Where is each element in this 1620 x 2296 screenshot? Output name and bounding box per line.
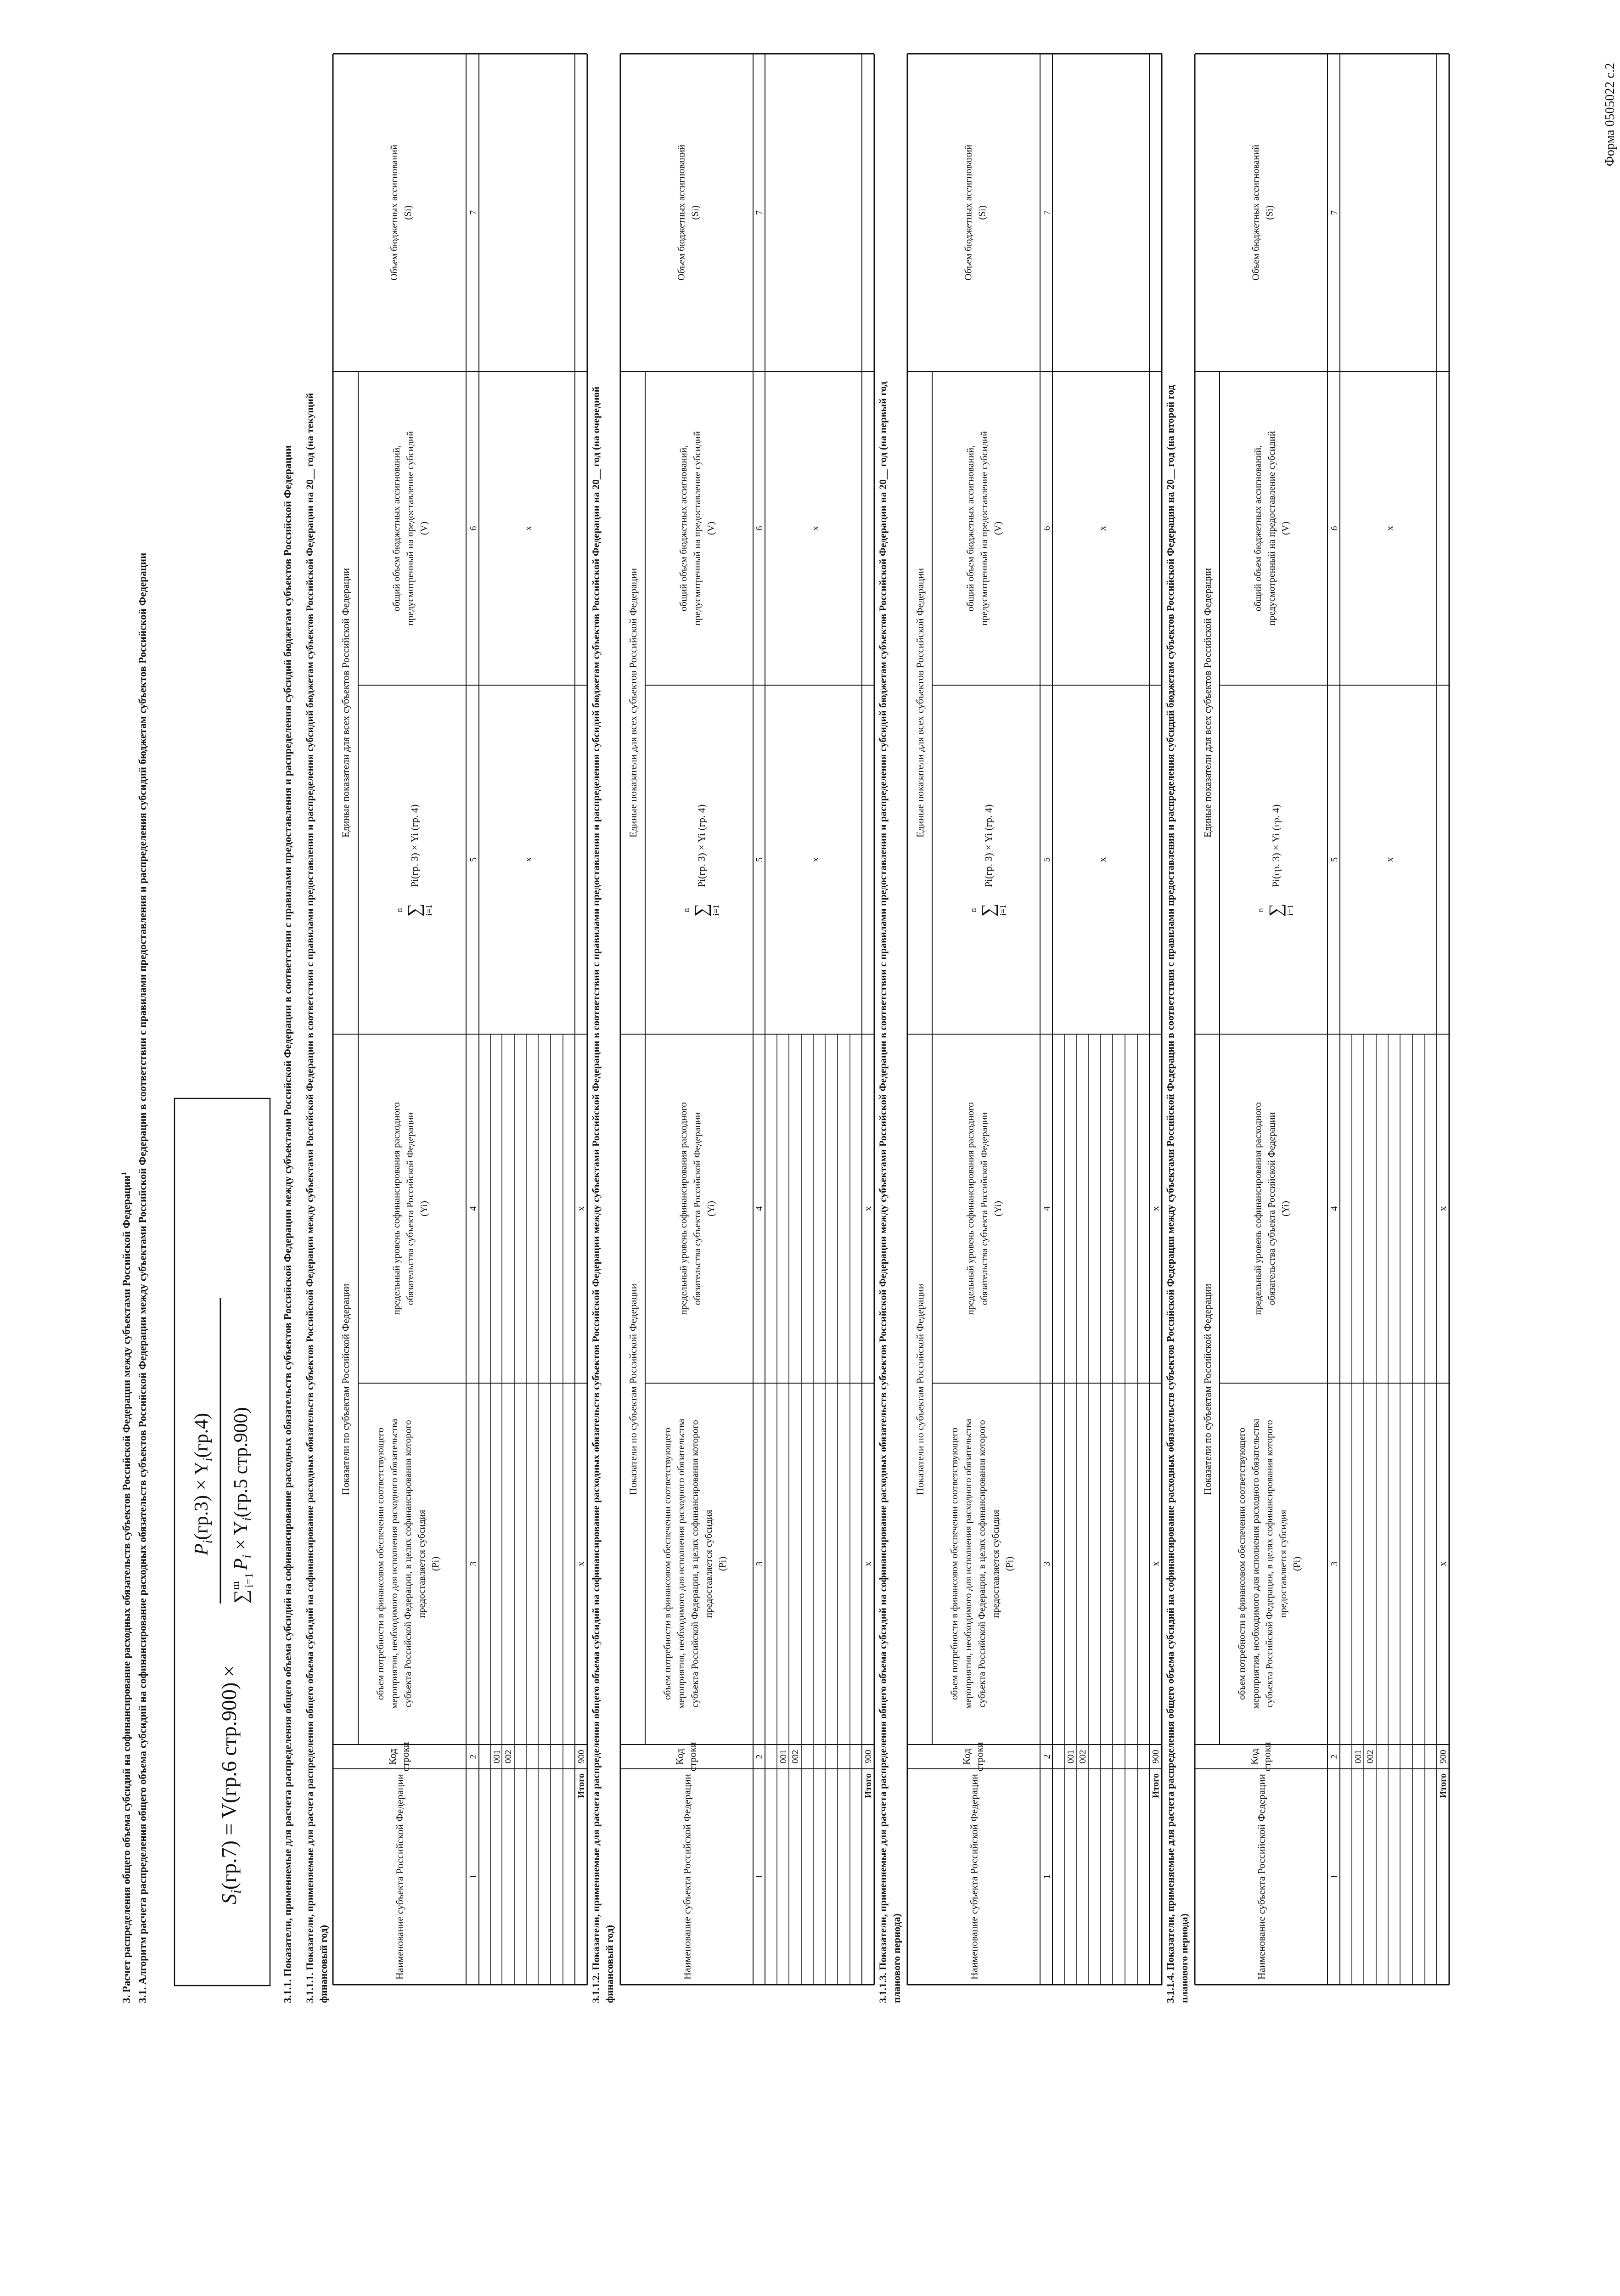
col-budget-volume-header: (Si)	[976, 205, 988, 220]
col-sum-symbol: ∑	[978, 903, 998, 917]
indicator-table-next-year	[590, 54, 874, 2003]
col-number: 7	[754, 210, 765, 215]
table-caption: 3.1.1.1. Показатели, применяемые для расчета распределения общего объема субсидий на софинансирование расходных обязательств субъектов Российской Федерации между субъектами Российской Федерации в соответствии с правилами предоставления и распределения субсидий бюджетам субъектов Российской Федерации на 20__ год (на текущий	[304, 393, 315, 2003]
col-code-header-2: строки	[973, 1742, 985, 1772]
total-x-mark: x	[862, 1561, 873, 1566]
col-budget-volume-header: Объем бюджетных ассигнований	[388, 144, 399, 281]
total-x-mark: x	[862, 1206, 873, 1211]
indicator-table-plan-year-2	[1164, 54, 1449, 2003]
col-sum-symbol: ∑	[1265, 903, 1286, 917]
col-need-header: мероприятия, необходимого для исполнения расходного обязательства	[675, 1418, 686, 1709]
svg-text:Pi(гр.3) × Yi(гр.4): $P_i(гр.3) \times Y_i(гр.4)$	[191, 1412, 215, 1555]
col-number: 3	[1329, 1561, 1339, 1566]
col-total-volume-header: общий объем бюджетных ассигнований,	[1252, 445, 1263, 612]
col-number: 2	[1042, 1754, 1052, 1759]
col-need-header: (Pi)	[1004, 1556, 1015, 1571]
row-code-001: 001	[1066, 1750, 1076, 1764]
table-caption-cont: финансовый год)	[604, 1925, 615, 2003]
group-header-common: Единые показатели для всех субъектов Российской Федерации	[340, 568, 351, 838]
row-code-001: 001	[1353, 1750, 1363, 1764]
col-sum-upper: n	[394, 908, 404, 912]
col-total-volume-header: (V)	[705, 521, 716, 535]
group-header-subjects: Показатели по субъектам Российской Федерации	[627, 1283, 639, 1495]
col-subject-name-header: Наименование субъекта Российской Федерации	[394, 1774, 405, 1980]
row-code-001: 001	[778, 1750, 788, 1764]
col-subject-name-header: Наименование субъекта Российской Федерации	[968, 1774, 980, 1980]
col-total-volume-header: предусмотренный на предоставление субсидий	[405, 431, 416, 626]
total-row-label: Итого	[576, 1773, 586, 1798]
form-number-label: Форма 0505022 с.2	[1603, 63, 1617, 167]
col-cofin-level-header: предельный уровень софинансирования расходного	[391, 1102, 402, 1315]
col-number: 5	[1042, 857, 1052, 862]
col-code-header-2: строки	[1261, 1742, 1273, 1772]
group-header-common: Единые показатели для всех субъектов Российской Федерации	[1202, 568, 1213, 838]
section-3-heading: 3. Расчет распределения общего объема субсидий на софинансирование расходных обязательств субъектов Российской Федерации между субъектами Российской Федерации$^1$	[120, 1172, 132, 2003]
common-x-mark: x	[1096, 526, 1108, 531]
total-row-code: 900	[863, 1750, 873, 1764]
col-budget-volume-header: (Si)	[402, 205, 413, 220]
total-x-mark: x	[1149, 1561, 1161, 1566]
common-x-mark: x	[522, 857, 534, 862]
col-cofin-level-header: предельный уровень софинансирования расходного	[1252, 1102, 1263, 1315]
col-cofin-level-header: обязательства субъекта Российской Федерации	[979, 1112, 990, 1306]
col-need-header: субъекта Российской Федерации, в целях софинансирования которого	[689, 1420, 700, 1708]
group-header-common: Единые показатели для всех субъектов Российской Федерации	[627, 568, 639, 838]
total-x-mark: x	[575, 1206, 586, 1211]
group-header-subjects: Показатели по субъектам Российской Федерации	[1202, 1283, 1213, 1495]
col-number: 3	[754, 1561, 765, 1566]
col-number: 6	[468, 526, 478, 531]
col-need-header: предоставляется субсидия	[703, 1509, 714, 1618]
col-subject-name-header: Наименование субъекта Российской Федерации	[681, 1774, 693, 1980]
col-total-volume-header: общий объем бюджетных ассигнований,	[391, 445, 402, 612]
col-number: 7	[1329, 210, 1339, 215]
col-number: 7	[468, 210, 478, 215]
col-sum-symbol: ∑	[691, 903, 711, 917]
col-need-header: предоставляется субсидия	[990, 1509, 1001, 1618]
col-need-header: объем потребности в финансовом обеспечении соответствующего	[662, 1428, 673, 1700]
col-sum-upper: n	[681, 908, 691, 912]
col-number: 3	[1042, 1561, 1052, 1566]
col-cofin-level-header: предельный уровень софинансирования расходного	[678, 1102, 689, 1315]
col-budget-volume-header: (Si)	[689, 205, 701, 220]
col-need-header: (Pi)	[1291, 1556, 1302, 1571]
col-cofin-level-header: обязательства субъекта Российской Федерации	[1266, 1112, 1277, 1306]
col-cofin-level-header: (Yi)	[1280, 1201, 1291, 1216]
col-total-volume-header: (V)	[1280, 521, 1291, 535]
col-total-volume-header: предусмотренный на предоставление субсидий	[979, 431, 990, 626]
total-row-label: Итого	[1151, 1773, 1161, 1798]
group-header-common: Единые показатели для всех субъектов Российской Федерации	[914, 568, 926, 838]
col-need-header: объем потребности в финансовом обеспечении соответствующего	[949, 1428, 960, 1700]
section-3-1-1-heading: 3.1.1. Показатели, применяемые для расчета распределения общего объема субсидий на софинансирование расходных обязательств субъектов Российской Федерации между субъектами Российской Федерации в соответствии с правилами предоставления и распределения субсидий бюджетам субъектов Российской Федерации	[282, 445, 293, 2003]
col-budget-volume-header: Объем бюджетных ассигнований	[1250, 144, 1261, 281]
row-code-002: 002	[790, 1750, 800, 1764]
col-cofin-level-header: (Yi)	[418, 1201, 429, 1216]
indicator-table-plan-year-1	[877, 54, 1162, 2003]
col-need-header: мероприятия, необходимого для исполнения расходного обязательства	[388, 1418, 399, 1709]
total-x-mark: x	[1437, 1206, 1448, 1211]
col-code-header: Код	[961, 1748, 973, 1765]
col-sum-header: Pi(гр. 3) × Yi (гр. 4)	[983, 804, 994, 888]
total-x-mark: x	[1437, 1561, 1448, 1566]
col-sum-header: Pi(гр. 3) × Yi (гр. 4)	[409, 804, 420, 888]
group-header-subjects: Показатели по субъектам Российской Федерации	[914, 1283, 926, 1495]
col-total-volume-header: (V)	[418, 521, 429, 535]
col-total-volume-header: (V)	[992, 521, 1003, 535]
col-number: 6	[754, 526, 765, 531]
col-number: 1	[468, 1874, 478, 1879]
col-cofin-level-header: обязательства субъекта Российской Федерации	[692, 1112, 703, 1306]
total-row-code: 900	[576, 1750, 586, 1764]
col-need-header: мероприятия, необходимого для исполнения расходного обязательства	[962, 1418, 973, 1709]
col-number: 6	[1042, 526, 1052, 531]
common-x-mark: x	[1096, 857, 1108, 862]
col-need-header: субъекта Российской Федерации, в целях софинансирования которого	[1264, 1420, 1275, 1708]
row-code-002: 002	[1078, 1750, 1088, 1764]
col-need-header: (Pi)	[717, 1556, 728, 1571]
col-code-header: Код	[674, 1748, 686, 1765]
col-total-volume-header: общий объем бюджетных ассигнований,	[678, 445, 689, 612]
col-sum-header: Pi(гр. 3) × Yi (гр. 4)	[1270, 804, 1282, 888]
total-row-code: 900	[1438, 1750, 1448, 1764]
col-need-header: объем потребности в финансовом обеспечении соответствующего	[375, 1428, 386, 1700]
col-total-volume-header: предусмотренный на предоставление субсидий	[692, 431, 703, 626]
section-3-1-heading: 3.1. Алгоритм расчета распределения общего объема субсидий на софинансирование расходных обязательств субъектов Российской Федерации между субъектами Российской Федерации в соответствии с правилами предоставления и распределения субсидий бюджетам субъектов Российской Федерации	[137, 552, 148, 2003]
indicator-table-current-year	[304, 54, 587, 2003]
common-x-mark: x	[522, 526, 534, 531]
table-caption-cont: планового периода)	[1178, 1913, 1190, 2003]
col-cofin-level-header: (Yi)	[992, 1201, 1003, 1216]
col-number: 4	[468, 1206, 478, 1211]
col-total-volume-header: предусмотренный на предоставление субсидий	[1266, 431, 1277, 626]
col-budget-volume-header: (Si)	[1264, 205, 1275, 220]
row-code-002: 002	[503, 1750, 513, 1764]
col-number: 5	[1329, 857, 1339, 862]
col-code-header-2: строки	[686, 1742, 698, 1772]
row-code-001: 001	[492, 1750, 502, 1764]
col-number: 5	[754, 857, 765, 862]
col-need-header: (Pi)	[430, 1556, 441, 1571]
common-x-mark: x	[809, 526, 821, 531]
table-caption-cont: планового периода)	[891, 1913, 902, 2003]
table-caption: 3.1.1.4. Показатели, применяемые для расчета распределения общего объема субсидий на софинансирование расходных обязательств субъектов Российской Федерации между субъектами Российской Федерации в соответствии с правилами предоставления и распределения субсидий бюджетам субъектов Российской Федерации на 20__ год (на второй год	[1164, 385, 1176, 2003]
common-x-mark: x	[1384, 526, 1395, 531]
col-code-header-2: строки	[399, 1742, 411, 1772]
col-number: 6	[1329, 526, 1339, 531]
col-number: 4	[754, 1206, 765, 1211]
col-number: 1	[1329, 1874, 1339, 1879]
col-cofin-level-header: предельный уровень софинансирования расходного	[965, 1102, 976, 1315]
common-x-mark: x	[809, 857, 821, 862]
common-x-mark: x	[1384, 857, 1395, 862]
total-x-mark: x	[575, 1561, 586, 1566]
col-number: 1	[754, 1874, 765, 1879]
table-caption: 3.1.1.3. Показатели, применяемые для расчета распределения общего объема субсидий на софинансирование расходных обязательств субъектов Российской Федерации между субъектами Российской Федерации в соответствии с правилами предоставления и распределения субсидий бюджетам субъектов Российской Федерации на 20__ год (на первый год	[877, 381, 889, 2003]
svg-text:Si(гр.7) = V(гр.6 стр.900) ×: $S_i(гр.7) = V(гр.6$ стр.900) ×	[217, 1665, 244, 1904]
col-sum-lower: i=1	[998, 904, 1007, 916]
col-need-header: субъекта Российской Федерации, в целях софинансирования которого	[976, 1420, 987, 1708]
col-number: 2	[1329, 1754, 1339, 1759]
total-row-label: Итого	[863, 1773, 873, 1798]
col-need-header: субъекта Российской Федерации, в целях софинансирования которого	[402, 1420, 413, 1708]
col-sum-upper: n	[1256, 908, 1265, 912]
col-budget-volume-header: Объем бюджетных ассигнований	[675, 144, 687, 281]
col-cofin-level-header: обязательства субъекта Российской Федерации	[405, 1112, 416, 1306]
col-number: 2	[468, 1754, 478, 1759]
svg-text:∑mi=1Pi × Yi(гр.5 стр.900): ∑$^m$ $i=1P_i \times Y_i(гр.5$ стр.900)	[230, 1407, 255, 1604]
col-sum-symbol: ∑	[404, 903, 424, 917]
col-number: 4	[1042, 1206, 1052, 1211]
col-need-header: мероприятия, необходимого для исполнения расходного обязательства	[1250, 1418, 1261, 1709]
col-sum-lower: i=1	[1286, 904, 1295, 916]
table-caption: 3.1.1.2. Показатели, применяемые для расчета распределения общего объема субсидий на софинансирование расходных обязательств субъектов Российской Федерации между субъектами Российской Федерации в соответствии с правилами предоставления и распределения субсидий бюджетам субъектов Российской Федерации на 20__ год (на очередной	[590, 386, 602, 2003]
col-sum-header: Pi(гр. 3) × Yi (гр. 4)	[696, 804, 707, 888]
col-number: 4	[1329, 1206, 1339, 1211]
col-subject-name-header: Наименование субъекта Российской Федерации	[1255, 1774, 1267, 1980]
table-caption-cont: финансовый год)	[318, 1925, 329, 2003]
col-sum-upper: n	[968, 908, 978, 912]
group-header-subjects: Показатели по субъектам Российской Федерации	[340, 1283, 351, 1495]
col-number: 5	[468, 857, 478, 862]
col-need-header: объем потребности в финансовом обеспечении соответствующего	[1236, 1428, 1247, 1700]
col-need-header: предоставляется субсидия	[416, 1509, 427, 1618]
col-number: 3	[468, 1561, 478, 1566]
col-total-volume-header: общий объем бюджетных ассигнований,	[965, 445, 976, 612]
col-code-header: Код	[387, 1748, 398, 1765]
row-code-002: 002	[1365, 1750, 1375, 1764]
total-x-mark: x	[1149, 1206, 1161, 1211]
col-sum-lower: i=1	[424, 904, 433, 916]
col-budget-volume-header: Объем бюджетных ассигнований	[962, 144, 974, 281]
col-need-header: предоставляется субсидия	[1277, 1509, 1288, 1618]
col-number: 1	[1042, 1874, 1052, 1879]
col-sum-lower: i=1	[711, 904, 720, 916]
col-number: 2	[754, 1754, 765, 1759]
total-row-label: Итого	[1438, 1773, 1448, 1798]
col-number: 7	[1042, 210, 1052, 215]
col-code-header: Код	[1248, 1748, 1260, 1765]
distribution-formula	[191, 1298, 255, 1904]
total-row-code: 900	[1151, 1750, 1161, 1764]
col-cofin-level-header: (Yi)	[705, 1201, 716, 1216]
